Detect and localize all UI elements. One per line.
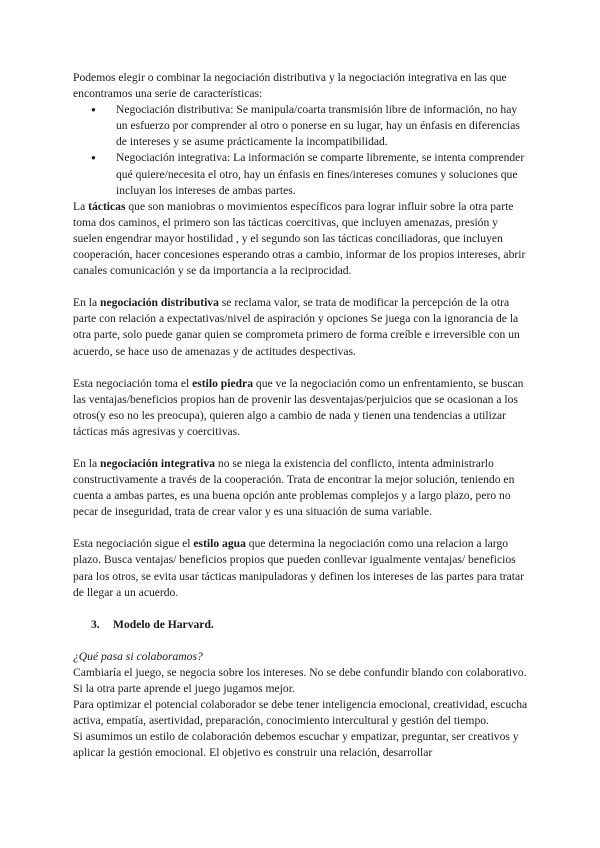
section-heading: [73, 617, 530, 633]
section-title: Modelo de Harvard.: [113, 617, 214, 631]
section-number: 3.: [91, 617, 100, 631]
closing-paragraph-3: Si asumimos un estilo de colaboración debemos escuchar y empatizar, preguntar, ser creativos y aplicar la gestión emocional. El objetivo es construir una relación, desarrollar: [73, 730, 519, 760]
distributiva-term: negociación distributiva: [100, 296, 219, 310]
closing-paragraph-2: Para optimizar el potencial colaborador se debe tener inteligencia emocional, creatividad, escucha activa, empatía, asertividad, preparación, conocimiento intercultural y gestión del tiempo.: [73, 698, 528, 728]
question-line: ¿Qué pasa si colaboramos?: [73, 649, 203, 663]
list-item-integrativa: ● Negociación integrativa: La información se comparte libremente, se intenta comprender qué quiere/necesita el otro, hay un énfasis en fines/intereses comunes y soluciones que incluyan los intereses de ambas partes.: [116, 150, 530, 198]
integrativa-term: negociación integrativa: [100, 456, 215, 470]
agua-paragraph: Esta negociación sigue el estilo agua que determina la negociación como una relacion a largo plazo. Busca ventajas/ beneficios propios que pueden conllevar igualmente ventajas/ beneficios para los otros, se evita usar tácticas manipuladoras y definen los intereses de las partes para tratar de llegar a un acuerdo.: [73, 537, 525, 599]
integrativa-paragraph: En la negociación integrativa no se niega la existencia del conflicto, intenta administrarlo constructivamente a través de la cooperación. Trata de encontrar la mejor solución, teniendo en cuenta a ambas partes, es una buena opción ante problemas complejos y a largo plazo, pero no pecar de inseguridad, trata de crear valor y es una situación de suma variable.: [73, 456, 515, 519]
piedra-paragraph: Esta negociación toma el estilo piedra que ve la negociación como un enfrentamiento, se buscan las ventajas/beneficios propios han de provenir las desventajas/perjuicios que se ocasionan a los otros(y eso no les preocupa), quieren algo a cambio de nada y tienen una tendencias a utilizar tácticas más agresivas y coercitivas.: [73, 376, 524, 438]
characteristics-list: [73, 102, 530, 199]
piedra-term: estilo piedra: [192, 376, 253, 390]
tacticas-term: tácticas: [88, 199, 126, 213]
tacticas-paragraph: La tácticas que son maniobras o movimientos específicos para lograr influir sobre la otra parte toma dos caminos, el primero son las tácticas coercitivas, que incluyen amenazas, presión y suelen engendrar mayor hostilidad , y el segundo son las tácticas conciliadoras, que incluyen cooperación, hacer concesiones esperando otras a cambio, informar de los propios intereses, abrir canales comunicación y se da importancia a la reciprocidad.: [73, 199, 526, 278]
list-item-distributiva: ● Negociación distributiva: Se manipula/coarta transmisión libre de información, no hay un esfuerzo por comprender al otro o ponerse en su lugar, hay un énfasis en diferencias de intereses y se asume prácticamente la incompatibilidad.: [116, 102, 530, 150]
closing-paragraph-1: Cambiaría el juego, se negocia sobre los intereses. No se debe confundir blando con colaborativo. Si la otra parte aprende el juego jugamos mejor.: [73, 665, 527, 695]
agua-term: estilo agua: [193, 537, 246, 551]
intro-paragraph: Podemos elegir o combinar la negociación distributiva y la negociación integrativa en las que encontramos una serie de características:: [73, 71, 507, 101]
distributiva-paragraph: En la negociación distributiva se reclama valor, se trata de modificar la percepción de la otra parte con relación a expectativas/nivel de aspiración y opciones Se juega con la ignorancia de la otra parte, solo puede ganar quien se comprometa primero de forma creíble e irreversible con un acuerdo, se hace uso de amenazas y de actitudes despectivas.: [73, 296, 520, 358]
